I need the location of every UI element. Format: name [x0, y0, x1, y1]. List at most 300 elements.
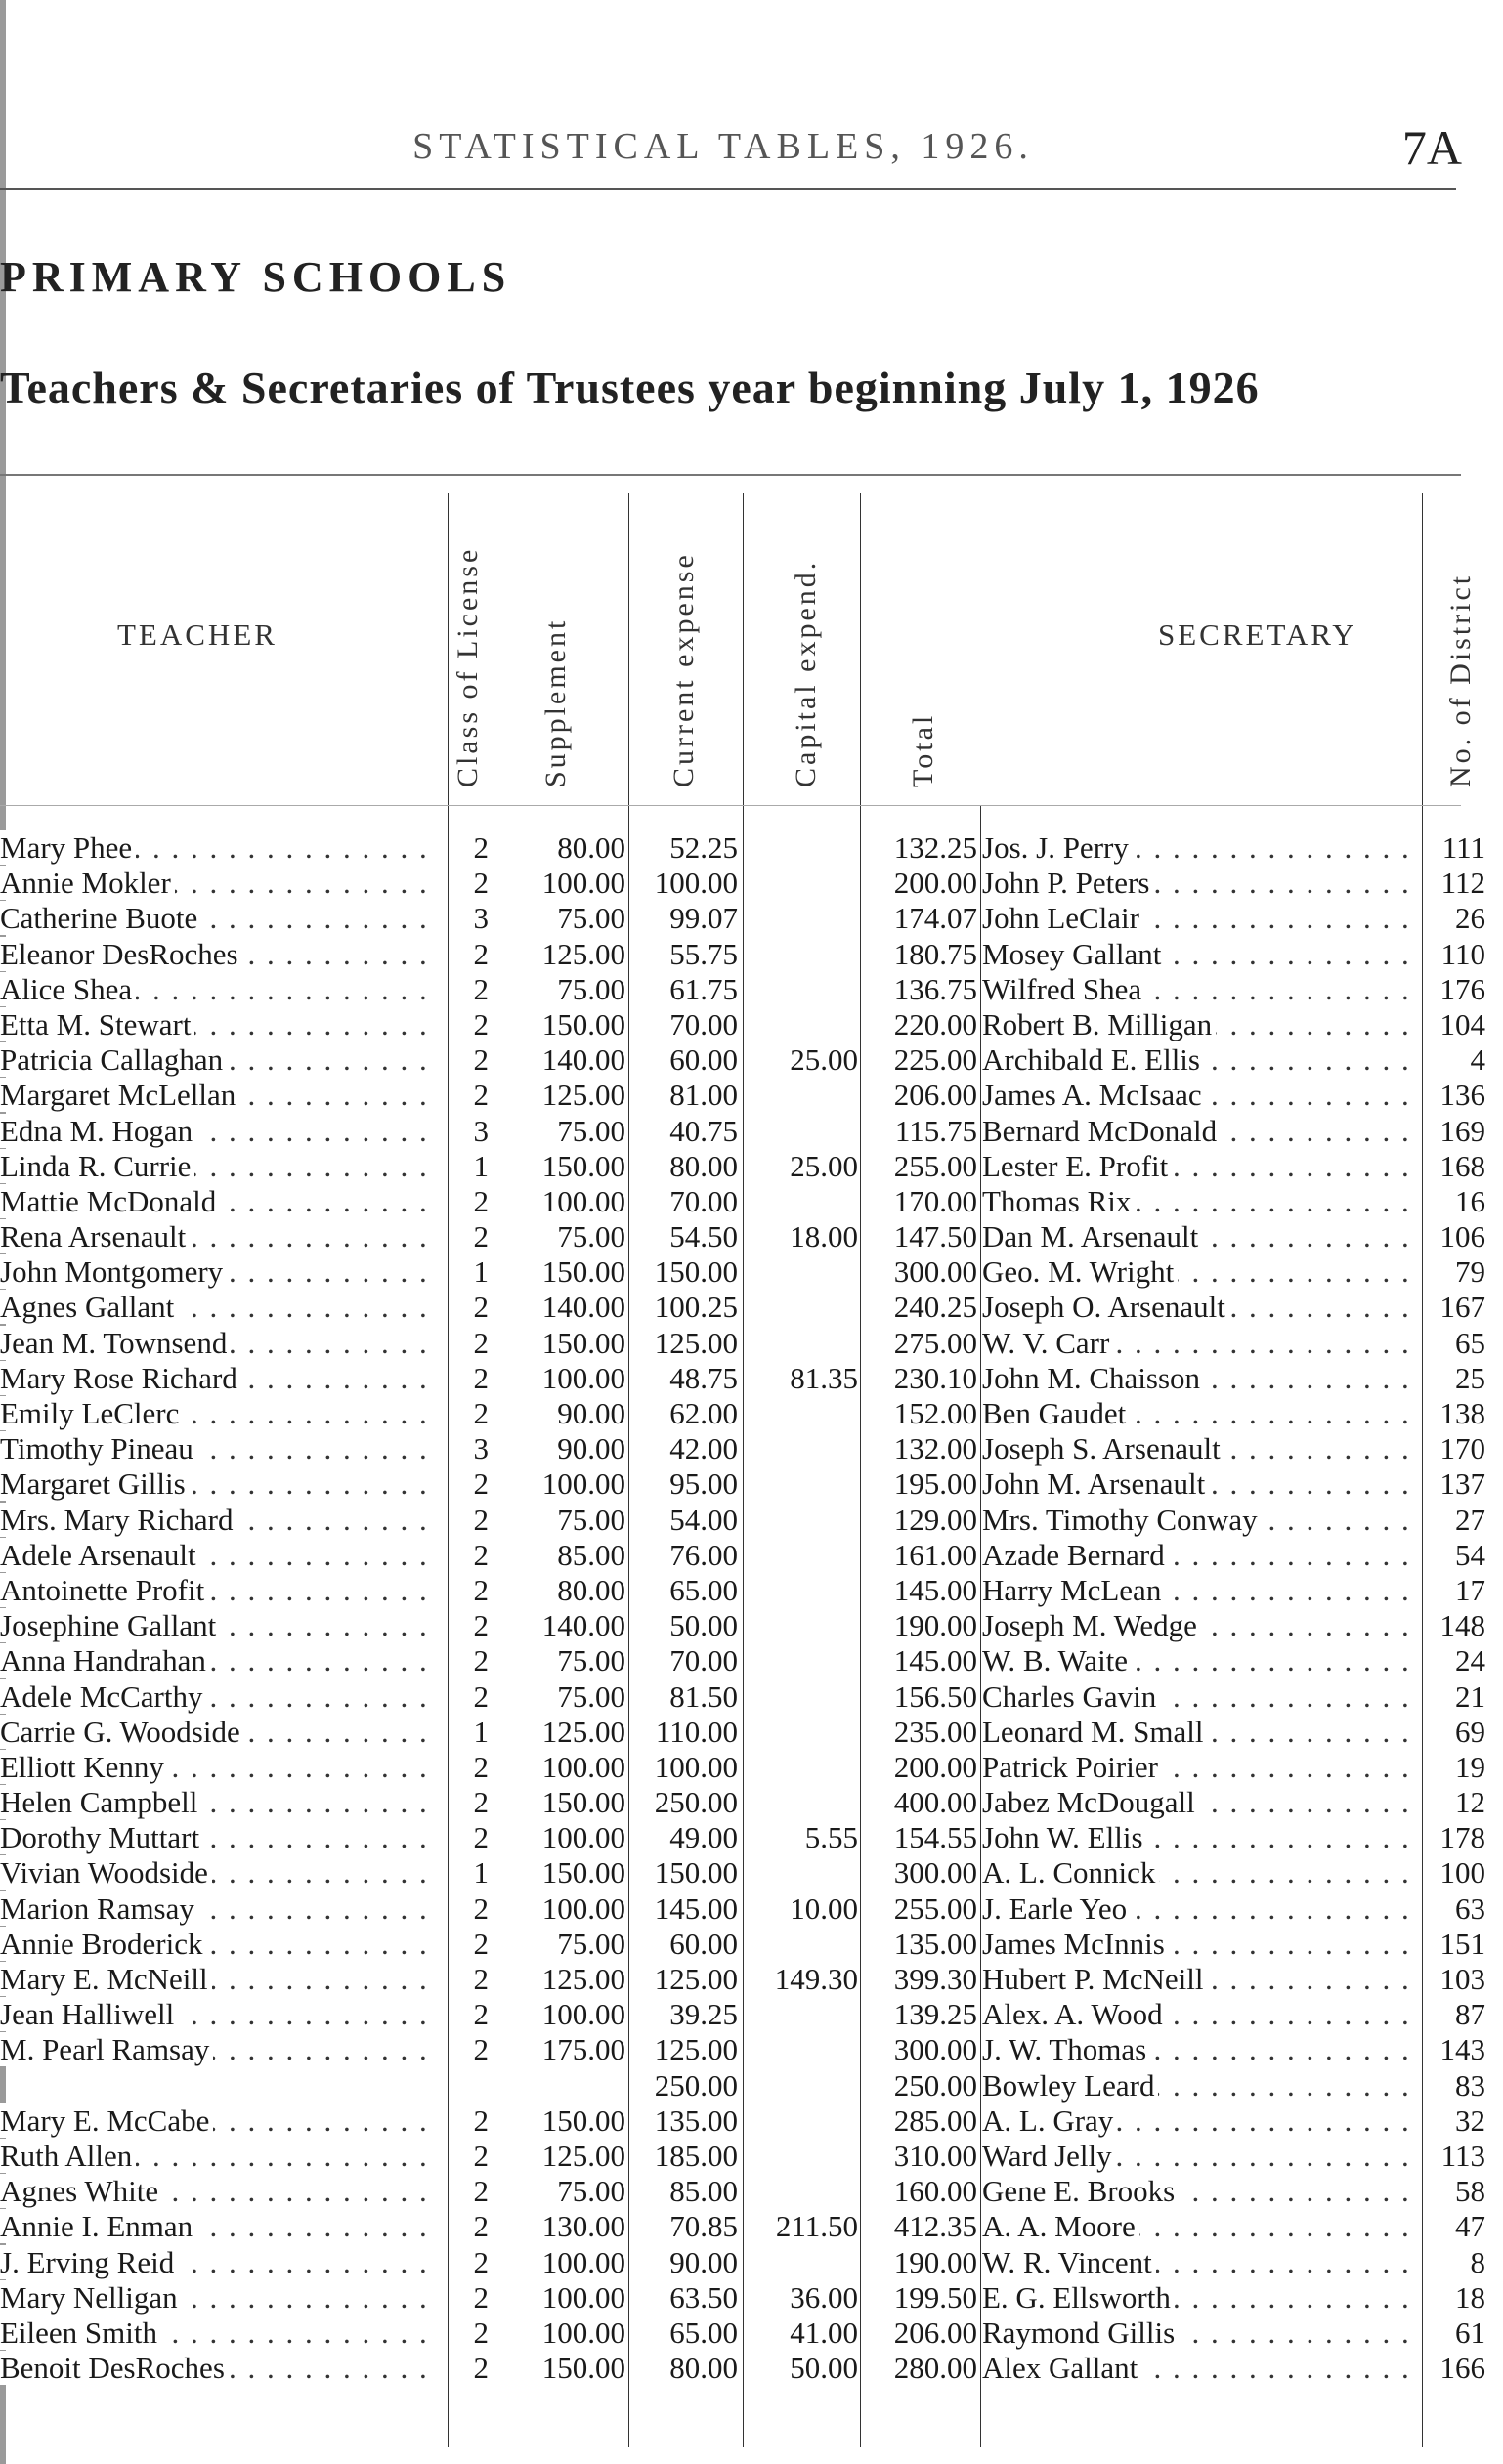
- district-number-cell: 138: [1439, 1396, 1485, 1430]
- license-class-cell: 2: [473, 830, 489, 865]
- current-expense-cell: 54.50: [669, 1219, 738, 1254]
- secretary-name-cell: J. Earle Yeo . . .: [982, 1891, 1422, 1927]
- header-current-expense: Current expense: [667, 552, 700, 787]
- supplement-cell: 140.00: [541, 1042, 625, 1078]
- secretary-name-cell: Dan M. Arsenault . . .: [982, 1219, 1422, 1254]
- secretary-name-cell: Wilfred Shea . . .: [982, 972, 1422, 1007]
- capital-expend-cell: 5.55: [804, 1820, 858, 1855]
- supplement-cell: 90.00: [557, 1431, 625, 1466]
- current-expense-cell: 100.25: [654, 1290, 738, 1325]
- district-number-cell: 79: [1455, 1254, 1485, 1290]
- district-number-cell: 19: [1455, 1749, 1485, 1784]
- supplement-cell: 100.00: [541, 1890, 625, 1926]
- secretary-name-cell: Azade Bernard . . .: [982, 1538, 1422, 1573]
- district-number-cell: 87: [1455, 1997, 1485, 2032]
- header-rule-bottom: [0, 805, 1461, 806]
- secretary-name-cell: Ward Jelly . . .: [982, 2139, 1422, 2174]
- license-class-cell: 2: [473, 1785, 489, 1820]
- district-number-cell: 63: [1455, 1890, 1485, 1926]
- total-cell: 145.00: [893, 1643, 977, 1678]
- district-number-cell: 176: [1439, 971, 1485, 1006]
- teacher-name-cell: Carrie G. Woodside . . .: [0, 1715, 430, 1750]
- total-cell: 154.55: [893, 1820, 977, 1855]
- supplement-cell: 150.00: [541, 1006, 625, 1041]
- teacher-name-cell: Josephine Gallant . . .: [0, 1608, 430, 1643]
- license-class-cell: 2: [473, 1466, 489, 1502]
- teacher-name-cell: Margaret Gillis . . .: [0, 1466, 430, 1502]
- current-expense-cell: 49.00: [669, 1820, 738, 1855]
- secretary-name-cell: Ben Gaudet . . .: [982, 1396, 1422, 1431]
- teacher-name-cell: Catherine Buote . . .: [0, 901, 430, 936]
- teacher-name-cell: Edna M. Hogan . . .: [0, 1114, 430, 1149]
- district-number-cell: 106: [1439, 1219, 1485, 1254]
- supplement-cell: 75.00: [557, 2174, 625, 2209]
- license-class-cell: 2: [473, 1678, 489, 1714]
- license-class-cell: 2: [473, 1962, 489, 1996]
- current-expense-cell: 60.00: [669, 1042, 738, 1078]
- current-expense-cell: 42.00: [669, 1431, 738, 1466]
- secretary-name-cell: Joseph O. Arsenault . . .: [982, 1290, 1422, 1325]
- secretary-name-cell: Bowley Leard . . .: [982, 2068, 1422, 2103]
- table-row: [0, 1573, 1503, 1608]
- total-cell: 300.00: [893, 1855, 977, 1890]
- district-number-cell: 27: [1455, 1502, 1485, 1537]
- license-class-cell: 2: [473, 1219, 489, 1254]
- teacher-name-cell: Elliott Kenny . . .: [0, 1750, 430, 1785]
- total-cell: 235.00: [893, 1714, 977, 1749]
- teacher-name-cell: Linda R. Currie . . .: [0, 1149, 430, 1184]
- teacher-name-cell: Mary Rose Richard . . .: [0, 1361, 430, 1396]
- total-cell: 129.00: [893, 1502, 977, 1537]
- current-expense-cell: 70.00: [669, 1643, 738, 1678]
- teacher-name-cell: Mary E. McNeill . . .: [0, 1962, 430, 1997]
- district-number-cell: 100: [1439, 1855, 1485, 1890]
- capital-expend-cell: 50.00: [790, 2351, 858, 2386]
- supplement-cell: 100.00: [541, 1466, 625, 1502]
- total-cell: 220.00: [893, 1006, 977, 1041]
- total-cell: 225.00: [893, 1042, 977, 1078]
- total-cell: 156.50: [893, 1678, 977, 1714]
- section-title: PRIMARY SCHOOLS: [0, 253, 512, 301]
- license-class-cell: 2: [473, 1643, 489, 1678]
- district-number-cell: 136: [1439, 1078, 1485, 1113]
- secretary-name-cell: Jabez McDougall . . .: [982, 1785, 1422, 1820]
- supplement-cell: 125.00: [541, 1714, 625, 1749]
- capital-expend-cell: 36.00: [790, 2279, 858, 2315]
- table-row: [0, 2032, 1503, 2067]
- table-row: [0, 1396, 1503, 1431]
- supplement-cell: 100.00: [541, 1183, 625, 1218]
- license-class-cell: 3: [473, 901, 489, 936]
- license-class-cell: 2: [473, 1396, 489, 1430]
- header-teacher: TEACHER: [117, 617, 278, 652]
- secretary-name-cell: Lester E. Profit . . .: [982, 1149, 1422, 1184]
- table-row: [0, 1254, 1503, 1290]
- district-number-cell: 112: [1440, 866, 1485, 901]
- capital-expend-cell: 18.00: [790, 1219, 858, 1254]
- secretary-name-cell: Gene E. Brooks . . .: [982, 2174, 1422, 2209]
- secretary-name-cell: John P. Peters . . .: [982, 866, 1422, 901]
- current-expense-cell: 185.00: [654, 2138, 738, 2173]
- capital-expend-cell: 81.35: [790, 1360, 858, 1395]
- current-expense-cell: 70.00: [669, 1006, 738, 1041]
- total-cell: 174.07: [893, 901, 977, 936]
- table-row: [0, 866, 1503, 901]
- teacher-name-cell: Antoinette Profit . . .: [0, 1573, 430, 1608]
- header-no-of-district: No. of District: [1444, 573, 1477, 787]
- total-cell: 145.00: [893, 1572, 977, 1607]
- supplement-cell: 90.00: [557, 1396, 625, 1430]
- license-class-cell: 2: [473, 1006, 489, 1041]
- table-row: [0, 1608, 1503, 1643]
- supplement-cell: 85.00: [557, 1537, 625, 1572]
- district-number-cell: 137: [1439, 1466, 1485, 1502]
- district-number-cell: 113: [1440, 2138, 1485, 2173]
- district-number-cell: 16: [1455, 1183, 1485, 1218]
- current-expense-cell: 125.00: [654, 1325, 738, 1360]
- teacher-name-cell: Dorothy Muttart . . .: [0, 1820, 430, 1855]
- total-cell: 399.30: [893, 1962, 977, 1996]
- district-number-cell: 69: [1455, 1714, 1485, 1749]
- current-expense-cell: 100.00: [654, 866, 738, 901]
- teacher-name-cell: Mary Nelligan . . .: [0, 2280, 430, 2315]
- current-expense-cell: 61.75: [669, 971, 738, 1006]
- total-cell: 280.00: [893, 2351, 977, 2386]
- license-class-cell: 2: [473, 2279, 489, 2315]
- district-number-cell: 169: [1439, 1113, 1485, 1148]
- total-cell: 206.00: [893, 1078, 977, 1113]
- current-expense-cell: 55.75: [669, 936, 738, 971]
- secretary-name-cell: James McInnis . . .: [982, 1927, 1422, 1962]
- district-number-cell: 12: [1455, 1785, 1485, 1820]
- supplement-cell: 75.00: [557, 901, 625, 936]
- license-class-cell: 2: [473, 2351, 489, 2386]
- table-row: [0, 1466, 1503, 1502]
- current-expense-cell: 125.00: [654, 1962, 738, 1996]
- table-row: [0, 2209, 1503, 2244]
- supplement-cell: 125.00: [541, 936, 625, 971]
- secretary-name-cell: Alex Gallant . . .: [982, 2351, 1422, 2386]
- license-class-cell: 2: [473, 1325, 489, 1360]
- teacher-name-cell: Mattie McDonald . . .: [0, 1184, 430, 1219]
- table-row: [0, 2351, 1503, 2386]
- current-expense-cell: 63.50: [669, 2279, 738, 2315]
- table-row: [0, 937, 1503, 972]
- license-class-cell: 2: [473, 936, 489, 971]
- table-row: [0, 830, 1503, 866]
- teacher-name-cell: Rena Arsenault . . .: [0, 1219, 430, 1254]
- teacher-name-cell: M. Pearl Ramsay . . .: [0, 2032, 430, 2067]
- secretary-name-cell: W. R. Vincent . . .: [982, 2245, 1422, 2280]
- current-expense-cell: 54.00: [669, 1502, 738, 1537]
- current-expense-cell: 145.00: [654, 1890, 738, 1926]
- secretary-name-cell: Robert B. Milligan . . .: [982, 1007, 1422, 1042]
- current-expense-cell: 100.00: [654, 1749, 738, 1784]
- table-row: [0, 1927, 1503, 1962]
- license-class-cell: 2: [473, 2209, 489, 2244]
- license-class-cell: 2: [473, 1820, 489, 1855]
- secretary-name-cell: Bernard McDonald . . .: [982, 1114, 1422, 1149]
- top-rule: [0, 188, 1456, 190]
- supplement-cell: 75.00: [557, 1678, 625, 1714]
- secretary-name-cell: John W. Ellis . . .: [982, 1820, 1422, 1855]
- capital-expend-cell: 149.30: [774, 1962, 858, 1996]
- teacher-name-cell: Emily LeClerc . . .: [0, 1396, 430, 1431]
- supplement-cell: 100.00: [541, 1997, 625, 2032]
- supplement-cell: 100.00: [541, 866, 625, 901]
- supplement-cell: 140.00: [541, 1290, 625, 1325]
- teacher-name-cell: Ruth Allen . . .: [0, 2139, 430, 2174]
- district-number-cell: 26: [1455, 901, 1485, 936]
- supplement-cell: 150.00: [541, 1148, 625, 1183]
- total-cell: 310.00: [893, 2138, 977, 2173]
- secretary-name-cell: Geo. M. Wright . . .: [982, 1254, 1422, 1290]
- table-subtitle: Teachers & Secretaries of Trustees year beginning July 1, 1926: [0, 362, 1260, 412]
- total-cell: 275.00: [893, 1325, 977, 1360]
- district-number-cell: 148: [1439, 1608, 1485, 1643]
- teacher-name-cell: Eileen Smith . . .: [0, 2315, 430, 2351]
- supplement-cell: 100.00: [541, 1749, 625, 1784]
- license-class-cell: 2: [473, 1890, 489, 1926]
- license-class-cell: 2: [473, 2174, 489, 2209]
- district-number-cell: 111: [1441, 830, 1485, 865]
- supplement-cell: 125.00: [541, 1962, 625, 1996]
- license-class-cell: 2: [473, 2032, 489, 2067]
- supplement-cell: 75.00: [557, 1113, 625, 1148]
- secretary-name-cell: John M. Chaisson . . .: [982, 1361, 1422, 1396]
- district-number-cell: 83: [1455, 2067, 1485, 2103]
- total-cell: 180.75: [893, 936, 977, 971]
- teacher-name-cell: Anna Handrahan . . .: [0, 1643, 430, 1678]
- supplement-cell: 150.00: [541, 1785, 625, 1820]
- capital-expend-cell: 211.50: [775, 2209, 858, 2244]
- supplement-cell: 125.00: [541, 1078, 625, 1113]
- total-cell: 285.00: [893, 2103, 977, 2138]
- table-row: [0, 1361, 1503, 1396]
- license-class-cell: 2: [473, 2103, 489, 2138]
- secretary-name-cell: Thomas Rix . . .: [982, 1184, 1422, 1219]
- total-cell: 170.00: [893, 1183, 977, 1218]
- supplement-cell: 75.00: [557, 971, 625, 1006]
- capital-expend-cell: 25.00: [790, 1042, 858, 1078]
- district-number-cell: 32: [1455, 2103, 1485, 2138]
- capital-expend-cell: 10.00: [790, 1890, 858, 1926]
- license-class-cell: 3: [473, 1431, 489, 1466]
- capital-expend-cell: 41.00: [790, 2315, 858, 2350]
- license-class-cell: 2: [473, 1290, 489, 1325]
- district-number-cell: 168: [1439, 1148, 1485, 1183]
- table-row: [0, 1184, 1503, 1219]
- total-cell: 200.00: [893, 866, 977, 901]
- secretary-name-cell: Charles Gavin . . .: [982, 1679, 1422, 1715]
- table-row: [0, 1326, 1503, 1361]
- secretary-name-cell: Mosey Gallant . . .: [982, 937, 1422, 972]
- district-number-cell: 18: [1455, 2279, 1485, 2315]
- supplement-cell: 100.00: [541, 2279, 625, 2315]
- teacher-name-cell: Annie I. Enman . . .: [0, 2209, 430, 2244]
- header-total: Total: [907, 712, 939, 787]
- current-expense-cell: 81.00: [669, 1078, 738, 1113]
- table-body: [0, 830, 1503, 2386]
- supplement-cell: 100.00: [541, 1360, 625, 1395]
- supplement-cell: 75.00: [557, 1219, 625, 1254]
- total-cell: 115.75: [894, 1113, 977, 1148]
- total-cell: 132.00: [893, 1431, 977, 1466]
- secretary-name-cell: Jos. J. Perry . . .: [982, 830, 1422, 866]
- table-row: [0, 1149, 1503, 1184]
- table-row: [0, 1538, 1503, 1573]
- current-expense-cell: 250.00: [654, 2067, 738, 2103]
- supplement-cell: 130.00: [541, 2209, 625, 2244]
- total-cell: 300.00: [893, 1254, 977, 1290]
- current-expense-cell: 76.00: [669, 1537, 738, 1572]
- secretary-name-cell: John LeClair . . .: [982, 901, 1422, 936]
- district-number-cell: 65: [1455, 1325, 1485, 1360]
- total-cell: 139.25: [893, 1997, 977, 2032]
- table-row: [0, 1785, 1503, 1820]
- supplement-cell: 150.00: [541, 1254, 625, 1290]
- current-expense-cell: 40.75: [669, 1113, 738, 1148]
- table-row: [0, 1503, 1503, 1538]
- table-row: [0, 1219, 1503, 1254]
- secretary-name-cell: Joseph M. Wedge . . .: [982, 1608, 1422, 1643]
- secretary-name-cell: A. A. Moore . . .: [982, 2209, 1422, 2244]
- license-class-cell: 1: [473, 1714, 489, 1749]
- header-class-of-license: Class of License: [451, 546, 484, 787]
- district-number-cell: 110: [1440, 936, 1485, 971]
- license-class-cell: 2: [473, 1572, 489, 1607]
- district-number-cell: 104: [1439, 1006, 1485, 1041]
- current-expense-cell: 150.00: [654, 1855, 738, 1890]
- total-cell: 250.00: [893, 2067, 977, 2103]
- teacher-name-cell: Vivian Woodside . . .: [0, 1855, 430, 1890]
- table-row: [0, 2245, 1503, 2280]
- current-expense-cell: 70.00: [669, 1183, 738, 1218]
- header-rule-top: [0, 474, 1461, 476]
- supplement-cell: 100.00: [541, 2315, 625, 2350]
- license-class-cell: 3: [473, 1113, 489, 1148]
- district-number-cell: 103: [1439, 1962, 1485, 1996]
- license-class-cell: 2: [473, 1926, 489, 1961]
- table-row: [0, 2139, 1503, 2174]
- total-cell: 206.00: [893, 2315, 977, 2350]
- secretary-name-cell: E. G. Ellsworth . . .: [982, 2280, 1422, 2315]
- license-class-cell: 2: [473, 1997, 489, 2032]
- teacher-name-cell: Adele Arsenault . . .: [0, 1538, 430, 1573]
- teacher-name-cell: Annie Broderick . . .: [0, 1927, 430, 1962]
- license-class-cell: 2: [473, 2244, 489, 2279]
- license-class-cell: 1: [473, 1148, 489, 1183]
- district-number-cell: 151: [1439, 1926, 1485, 1961]
- table-row: [0, 1114, 1503, 1149]
- secretary-name-cell: Joseph S. Arsenault . . .: [982, 1431, 1422, 1466]
- table-row: [0, 1750, 1503, 1785]
- license-class-cell: 2: [473, 866, 489, 901]
- secretary-name-cell: J. W. Thomas . . .: [982, 2032, 1422, 2067]
- secretary-name-cell: Hubert P. McNeill . . .: [982, 1962, 1422, 1997]
- total-cell: 240.25: [893, 1290, 977, 1325]
- table-row: [0, 1078, 1503, 1113]
- secretary-name-cell: Raymond Gillis . . .: [982, 2315, 1422, 2351]
- current-expense-cell: 85.00: [669, 2174, 738, 2209]
- total-cell: 400.00: [893, 1785, 977, 1820]
- current-expense-cell: 250.00: [654, 1785, 738, 1820]
- current-expense-cell: 70.85: [669, 2209, 738, 2244]
- current-expense-cell: 65.00: [669, 2315, 738, 2350]
- total-cell: 300.00: [893, 2032, 977, 2067]
- district-number-cell: 8: [1470, 2244, 1485, 2279]
- header-secretary: SECRETARY: [1158, 617, 1357, 652]
- license-class-cell: 2: [473, 2315, 489, 2350]
- teacher-name-cell: Benoit DesRoches . . .: [0, 2351, 430, 2386]
- table-row: [0, 1715, 1503, 1750]
- total-cell: 136.75: [893, 971, 977, 1006]
- supplement-cell: 75.00: [557, 1926, 625, 1961]
- current-expense-cell: 65.00: [669, 1572, 738, 1607]
- secretary-name-cell: Mrs. Timothy Conway . . .: [982, 1503, 1422, 1538]
- license-class-cell: 2: [473, 1042, 489, 1078]
- current-expense-cell: 62.00: [669, 1396, 738, 1430]
- current-expense-cell: 80.00: [669, 1148, 738, 1183]
- license-class-cell: 1: [473, 1254, 489, 1290]
- district-number-cell: 167: [1439, 1290, 1485, 1325]
- license-class-cell: 2: [473, 1502, 489, 1537]
- secretary-name-cell: James A. McIsaac . . .: [982, 1078, 1422, 1113]
- teacher-name-cell: Marion Ramsay . . .: [0, 1891, 430, 1927]
- current-expense-cell: 110.00: [655, 1714, 738, 1749]
- supplement-cell: 150.00: [541, 1325, 625, 1360]
- current-expense-cell: 39.25: [669, 1997, 738, 2032]
- current-expense-cell: 81.50: [669, 1678, 738, 1714]
- total-cell: 190.00: [893, 1608, 977, 1643]
- total-cell: 160.00: [893, 2174, 977, 2209]
- teacher-name-cell: Annie Mokler . . .: [0, 866, 430, 901]
- current-expense-cell: 52.25: [669, 830, 738, 865]
- teacher-name-cell: Etta M. Stewart . . .: [0, 1007, 430, 1042]
- teacher-name-cell: Eleanor DesRoches . . .: [0, 937, 430, 972]
- district-number-cell: 143: [1439, 2032, 1485, 2067]
- table-row: [0, 2280, 1503, 2315]
- supplement-cell: 140.00: [541, 1608, 625, 1643]
- current-expense-cell: 150.00: [654, 1254, 738, 1290]
- page-number: 7A: [1401, 120, 1462, 175]
- table-row: [0, 1891, 1503, 1927]
- table-row: [0, 1431, 1503, 1466]
- district-number-cell: 58: [1455, 2174, 1485, 2209]
- secretary-name-cell: W. V. Carr . . .: [982, 1326, 1422, 1361]
- total-cell: 230.10: [893, 1360, 977, 1395]
- supplement-cell: 175.00: [541, 2032, 625, 2067]
- teacher-name-cell: Patricia Callaghan . . .: [0, 1042, 430, 1078]
- secretary-name-cell: W. B. Waite . . .: [982, 1643, 1422, 1678]
- teacher-name-cell: Agnes Gallant . . .: [0, 1290, 430, 1325]
- total-cell: 412.35: [893, 2209, 977, 2244]
- total-cell: 152.00: [893, 1396, 977, 1430]
- secretary-name-cell: John M. Arsenault . . .: [982, 1466, 1422, 1502]
- supplement-cell: 150.00: [541, 2103, 625, 2138]
- table-row: [0, 1643, 1503, 1678]
- total-cell: 255.00: [893, 1148, 977, 1183]
- teacher-name-cell: Mary E. McCabe . . .: [0, 2103, 430, 2139]
- district-number-cell: 24: [1455, 1643, 1485, 1678]
- table-row: [0, 2068, 1503, 2103]
- table-row: [0, 2315, 1503, 2351]
- district-number-cell: 4: [1470, 1042, 1485, 1078]
- header-supplement: Supplement: [539, 617, 572, 787]
- table-row: [0, 2103, 1503, 2139]
- teacher-name-cell: Timothy Pineau . . .: [0, 1431, 430, 1466]
- current-expense-cell: 90.00: [669, 2244, 738, 2279]
